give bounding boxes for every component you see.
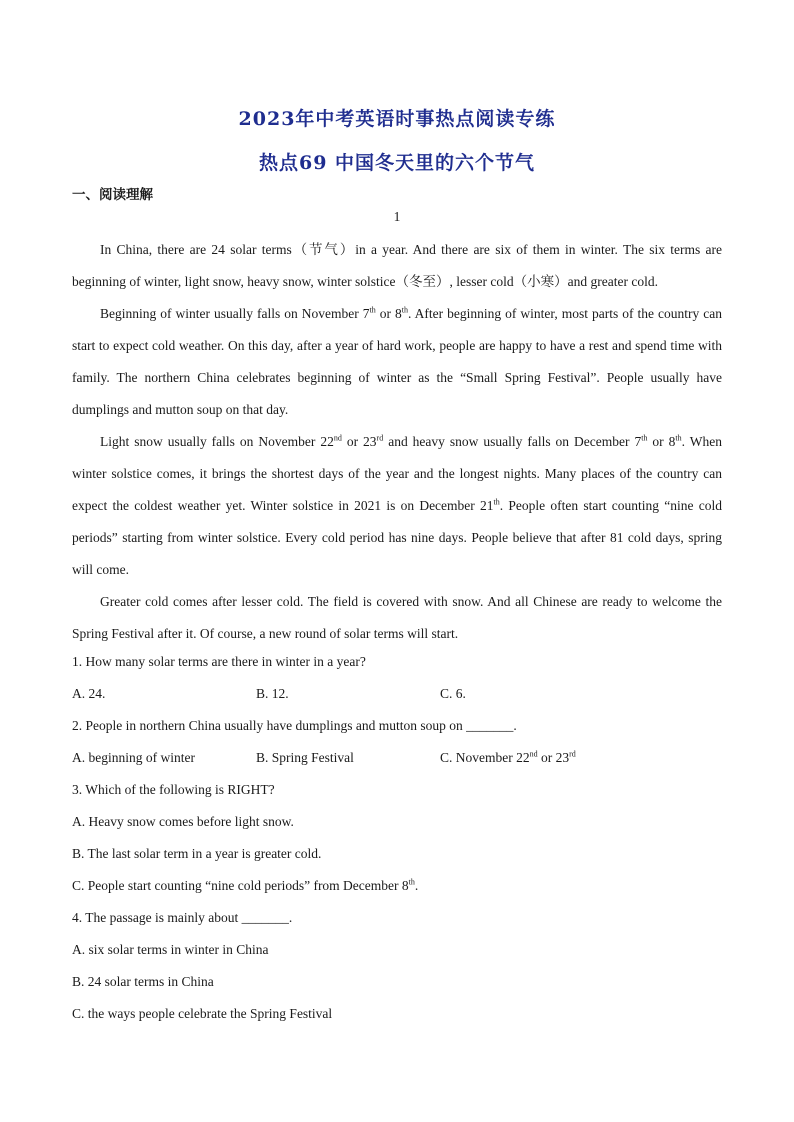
question-1-option-a: A. 24. [72,686,106,701]
question-1-stem: 1. How many solar terms are there in winter in a year? [72,654,366,669]
question-4-option-c: C. the ways people celebrate the Spring Festival [72,1006,333,1021]
question-1-option-c: C. 6. [440,686,466,701]
passage-paragraph-4: Greater cold comes after lesser cold. The field is covered with snow. And all Chinese are ready to welcome the Spring Festival after it. Of course, a new round of solar terms will start. [72,594,722,641]
question-4-option-b: B. 24 solar terms in China [72,974,214,989]
question-2-option-a: A. beginning of winter [72,750,195,765]
reading-passage [72,234,722,650]
passage-number: 1 [393,209,401,224]
passage-paragraph-1: In China, there are 24 solar terms（节气）in a year. And there are six of them in winter. The six terms are beginning of winter, light snow, heavy snow, winter solstice（冬至）, lesser cold（小寒）and greater cold. [72,242,722,289]
question-4-stem: 4. The passage is mainly about _______. [72,910,293,925]
document-title: 2023年中考英语时事热点阅读专练 [238,108,556,130]
question-2-option-b: B. Spring Festival [256,750,354,765]
question-3-option-a: A. Heavy snow comes before light snow. [72,814,294,829]
question-3-option-c: C. People start counting “nine cold periods” from December 8th. [72,877,419,893]
question-3-option-b: B. The last solar term in a year is greater cold. [72,846,322,861]
section-label: 一、阅读理解 [72,187,153,203]
document-subtitle: 热点69 中国冬天里的六个节气 [258,152,536,174]
question-2-option-c: C. November 22nd or 23rd [440,749,576,765]
question-4-option-a: A. six solar terms in winter in China [72,942,269,957]
passage-paragraph-3: Light snow usually falls on November 22nd or 23rd and heavy snow usually falls on December 7th or 8th. When winter solstice comes, it brings the shortest days of the year and the longest nights. Many places of the country can expect the coldest weather yet. Winter solstice in 2021 is on December 21th. People often start counting “nine cold periods” starting from winter solstice. Every cold period has nine days. People believe that after 81 cold days, spring will come. [72,433,722,577]
question-2-stem: 2. People in northern China usually have dumplings and mutton soup on _______. [72,718,517,733]
question-2-options [72,742,722,774]
question-1-option-b: B. 12. [256,686,289,701]
question-1-options [72,678,722,710]
question-list [72,646,722,1030]
question-3-stem: 3. Which of the following is RIGHT? [72,782,275,797]
passage-paragraph-2: Beginning of winter usually falls on November 7th or 8th. After beginning of winter, most parts of the country can start to expect cold weather. On this day, after a year of hard work, people are happy to have a rest and spend time with family. The northern China celebrates beginning of winter as the “Small Spring Festival”. People usually have dumplings and mutton soup on that day. [72,305,722,417]
